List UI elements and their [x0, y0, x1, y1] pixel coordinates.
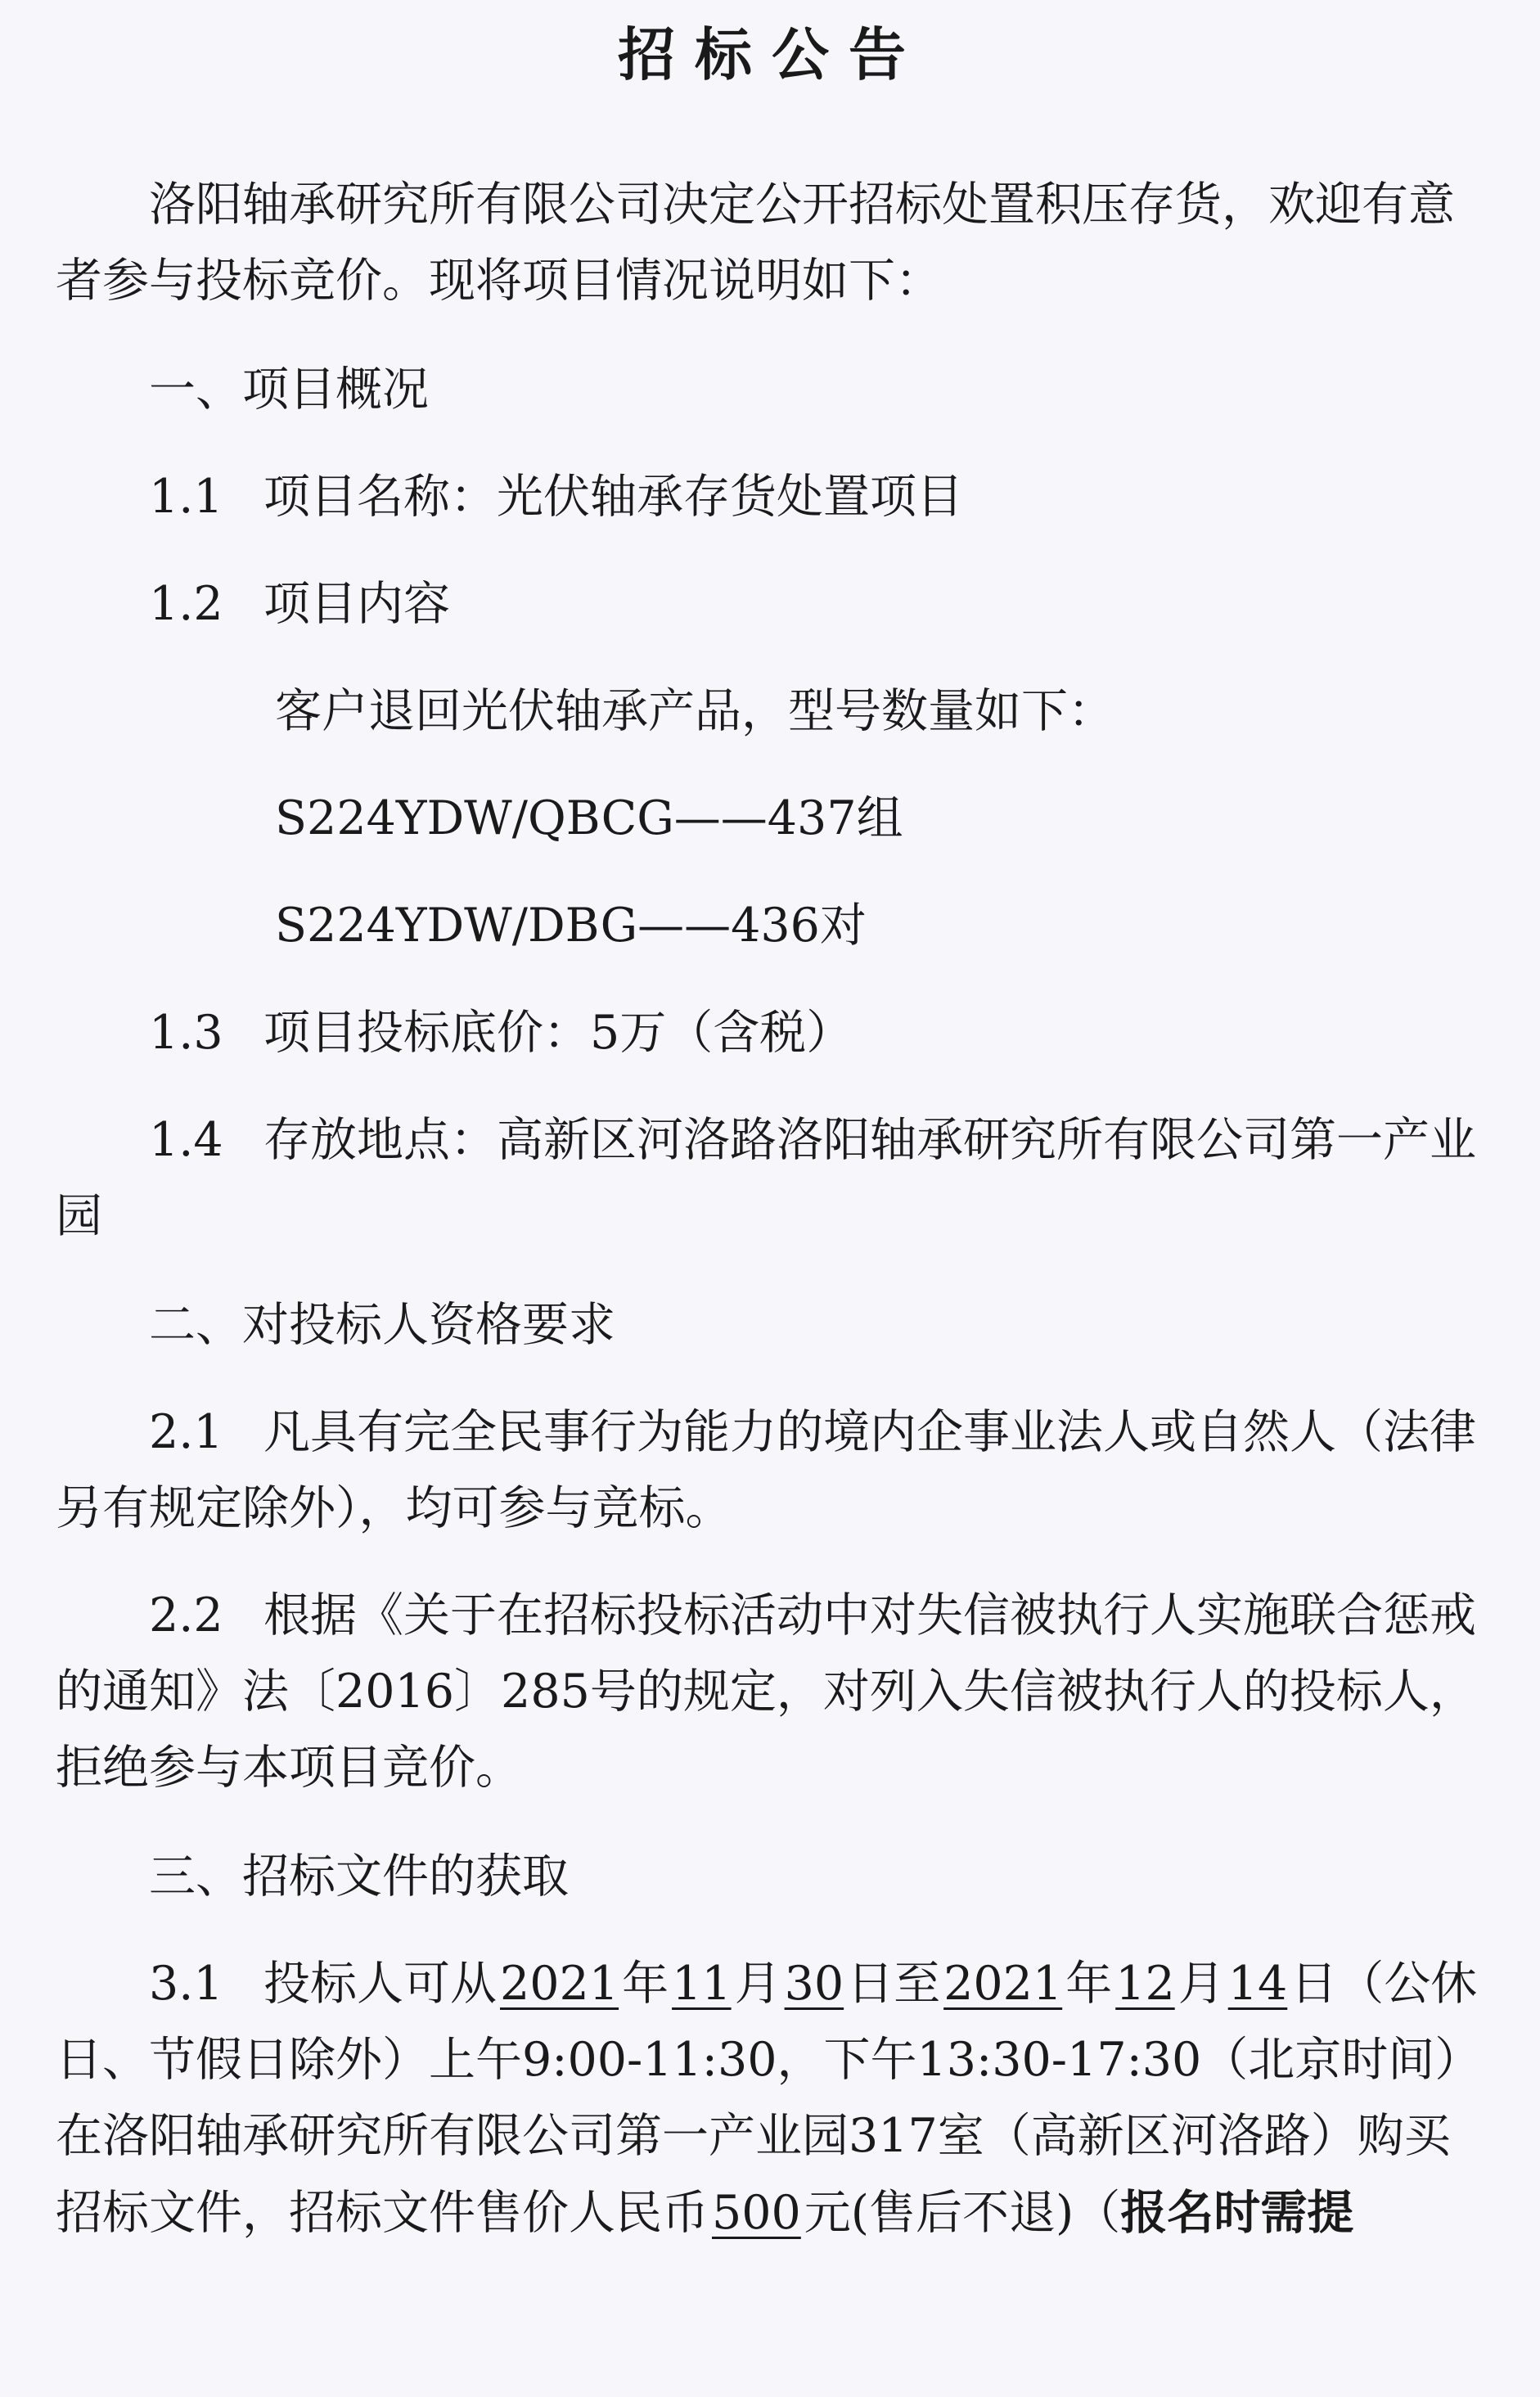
item-text: 项目名称：光伏轴承存货处置项目 — [263, 470, 963, 524]
item-number: 1.4 — [149, 1113, 223, 1167]
month-char: 月 — [1178, 1957, 1225, 2011]
item-number: 1.1 — [149, 470, 223, 524]
item-1-2 — [56, 566, 1488, 642]
day-char: 日 — [1290, 1957, 1338, 2011]
document-title: 招标公告 — [618, 20, 925, 88]
year-char: 年 — [622, 1957, 669, 2011]
item-text-middle: （公休日、节假日除外）上午9:00-11:30，下午13:30-17:30（北京时间）在洛阳轴承研究所有限公司第一产业园317室（高新区河洛路）购买招标文件，招标文件售价人民币 — [56, 1957, 1482, 2240]
end-month: 12 — [1115, 1957, 1175, 2011]
item-1-1 — [56, 459, 1488, 535]
item-text: 根据《关于在招标投标活动中对失信被执行人实施联合惩戒的通知》法〔2016〕285号的规定，对列入失信被执行人的投标人，拒绝参与本项目竞价。 — [56, 1588, 1476, 1795]
item-text: 项目内容 — [263, 577, 450, 631]
item-number: 3.1 — [149, 1957, 223, 2011]
end-day: 14 — [1227, 1957, 1288, 2011]
section-heading-2: 二、对投标人资格要求 — [149, 1298, 615, 1352]
item-1-3 — [56, 995, 1488, 1071]
item-text-suffix: 元(售后不退)（ — [804, 2186, 1121, 2240]
model-line-1: S224YDW/QBCG——437组 — [275, 791, 903, 845]
item-number: 2.2 — [149, 1588, 223, 1642]
item-number: 1.2 — [149, 577, 223, 631]
item-2-1 — [56, 1394, 1488, 1547]
intro-paragraph: 洛阳轴承研究所有限公司决定公开招标处置积压存货，欢迎有意者参与投标竞价。现将项目情况说明如下： — [56, 178, 1455, 308]
start-month: 11 — [672, 1957, 732, 2011]
start-day: 30 — [784, 1957, 844, 2011]
model-line-2: S224YDW/DBG——436对 — [275, 899, 867, 953]
item-2-2 — [56, 1578, 1488, 1806]
end-year: 2021 — [943, 1957, 1063, 2011]
item-3-1 — [56, 1946, 1488, 2251]
section-heading-3: 三、招标文件的获取 — [149, 1850, 569, 1904]
item-text: 凡具有完全民事行为能力的境内企事业法人或自然人（法律另有规定除外），均可参与竞标。 — [56, 1405, 1476, 1535]
item-number: 1.3 — [149, 1006, 223, 1060]
item-text: 项目投标底价：5万（含税） — [263, 1006, 853, 1060]
year-char: 年 — [1065, 1957, 1113, 2011]
document-price: 500 — [712, 2186, 801, 2240]
item-1-4 — [56, 1102, 1488, 1255]
section-heading-1: 一、项目概况 — [149, 363, 429, 417]
item-1-2-description: 客户退回光伏轴承产品，型号数量如下： — [275, 684, 1114, 738]
to-text: 日至 — [847, 1957, 941, 2011]
month-char: 月 — [734, 1957, 781, 2011]
item-text-prefix: 投标人可从 — [263, 1957, 497, 2011]
bold-note: 报名时需提 — [1120, 2185, 1354, 2240]
start-year: 2021 — [500, 1957, 619, 2011]
item-number: 2.1 — [149, 1405, 223, 1459]
item-text: 存放地点：高新区河洛路洛阳轴承研究所有限公司第一产业园 — [56, 1113, 1476, 1243]
